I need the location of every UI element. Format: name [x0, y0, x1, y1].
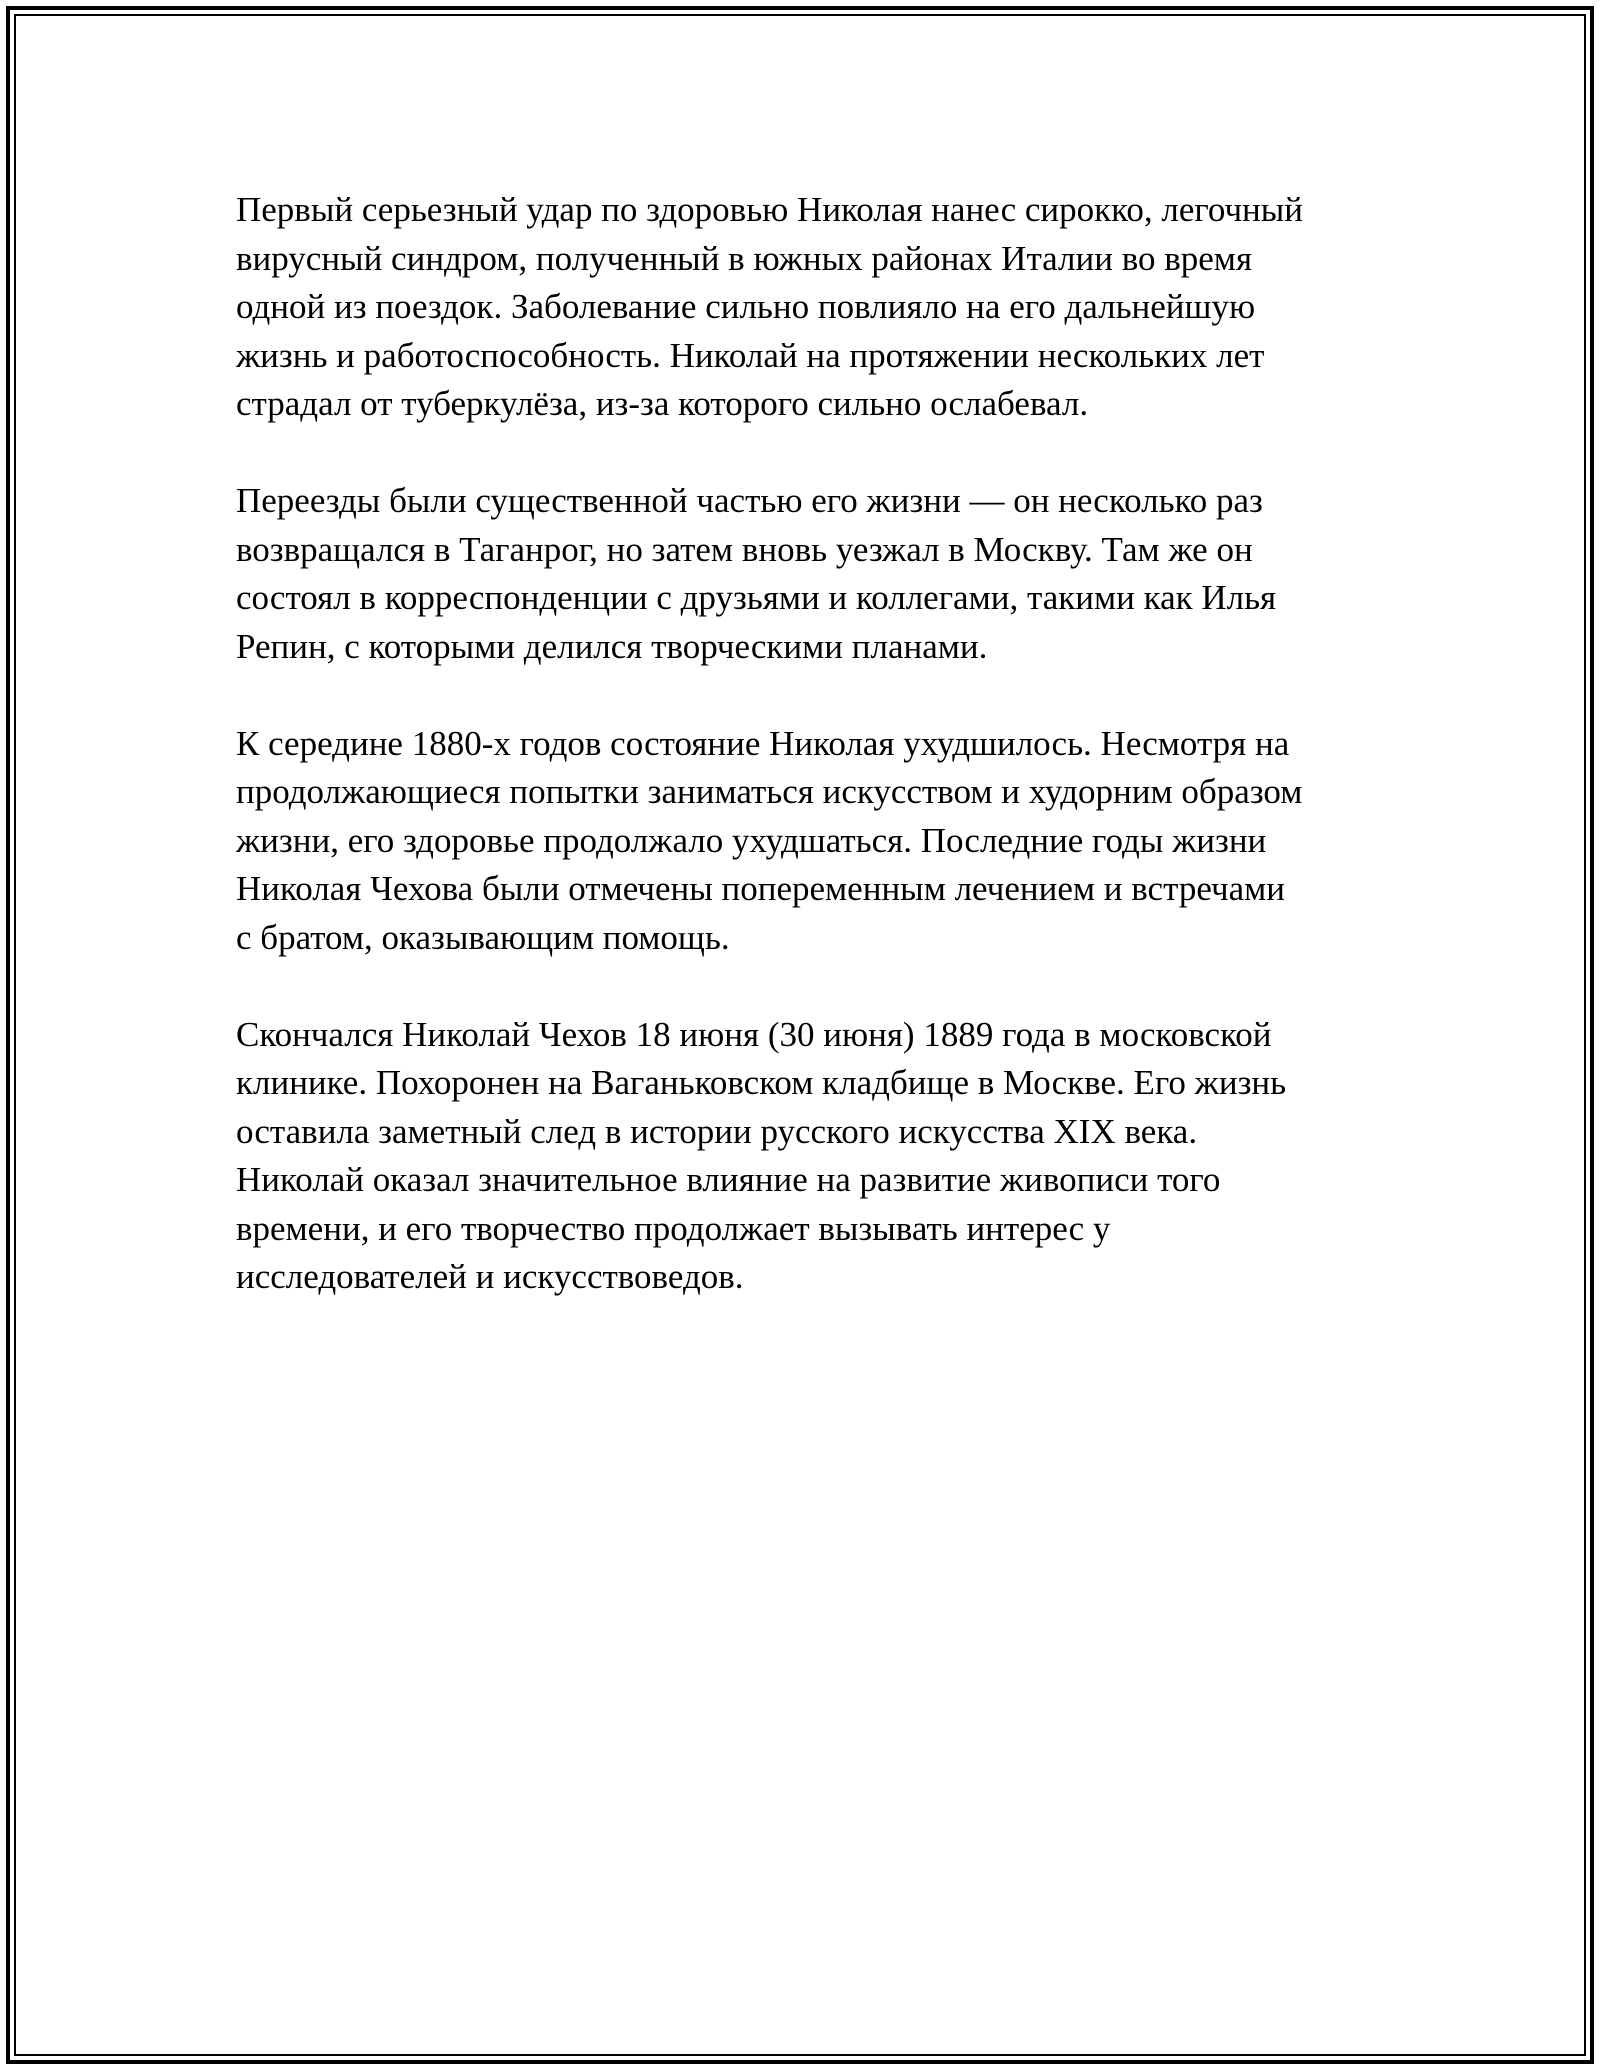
- paragraph-line: оставила заметный след в истории русского искусства XIX века.: [236, 1111, 1198, 1151]
- paragraph-line: одной из поездок. Заболевание сильно повлияло на его дальнейшую: [236, 287, 1256, 326]
- paragraph-line: страдал от туберкулёза, из-за которого сильно ослабевал.: [236, 384, 1089, 423]
- paragraph-line: состоял в корреспонденции с друзьями и коллегами, такими как Илья: [236, 578, 1277, 617]
- paragraph-line: времени, и его творчество продолжает вызывать интерес у: [236, 1208, 1111, 1248]
- paragraph-line: продолжающиеся попытки заниматься искусством и худорним образом: [236, 772, 1303, 811]
- paragraph-line: Репин, с которыми делился творческими планами.: [236, 626, 988, 666]
- paragraph-line: жизнь и работоспособность. Николай на протяжении нескольких лет: [236, 335, 1265, 375]
- paragraph-3: [236, 720, 1376, 963]
- paragraph-4: [236, 1011, 1376, 1302]
- document-body: [236, 186, 1376, 1350]
- paragraph-1: [236, 186, 1376, 429]
- paragraph-line: клинике. Похоронен на Ваганьковском кладбище в Москве. Его жизнь: [236, 1063, 1287, 1102]
- paragraph-line: вирусный синдром, полученный в южных районах Италии во время: [236, 238, 1253, 278]
- paragraph-line: Николай оказал значительное влияние на развитие живописи того: [236, 1160, 1221, 1199]
- paragraph-line: Николая Чехова были отмечены попеременным лечением и встречами: [236, 869, 1285, 908]
- paragraph-line: К середине 1880-х годов состояние Николая ухудшилось. Несмотря на: [236, 723, 1290, 763]
- paragraph-line: Скончался Николай Чехов 18 июня (30 июня) 1889 года в московской: [236, 1014, 1272, 1054]
- paragraph-line: Первый серьезный удар по здоровью Николая нанес сирокко, легочный: [236, 190, 1304, 229]
- paragraph-line: Переезды были существенной частью его жизни — он несколько раз: [236, 481, 1263, 520]
- paragraph-line: исследователей и искусствоведов.: [236, 1257, 744, 1296]
- paragraph-line: возвращался в Таганрог, но затем вновь уезжал в Москву. Там же он: [236, 529, 1253, 569]
- paragraph-line: жизни, его здоровье продолжало ухудшаться. Последние годы жизни: [236, 820, 1267, 860]
- paragraph-line: с братом, оказывающим помощь.: [236, 917, 730, 957]
- paragraph-2: [236, 477, 1376, 671]
